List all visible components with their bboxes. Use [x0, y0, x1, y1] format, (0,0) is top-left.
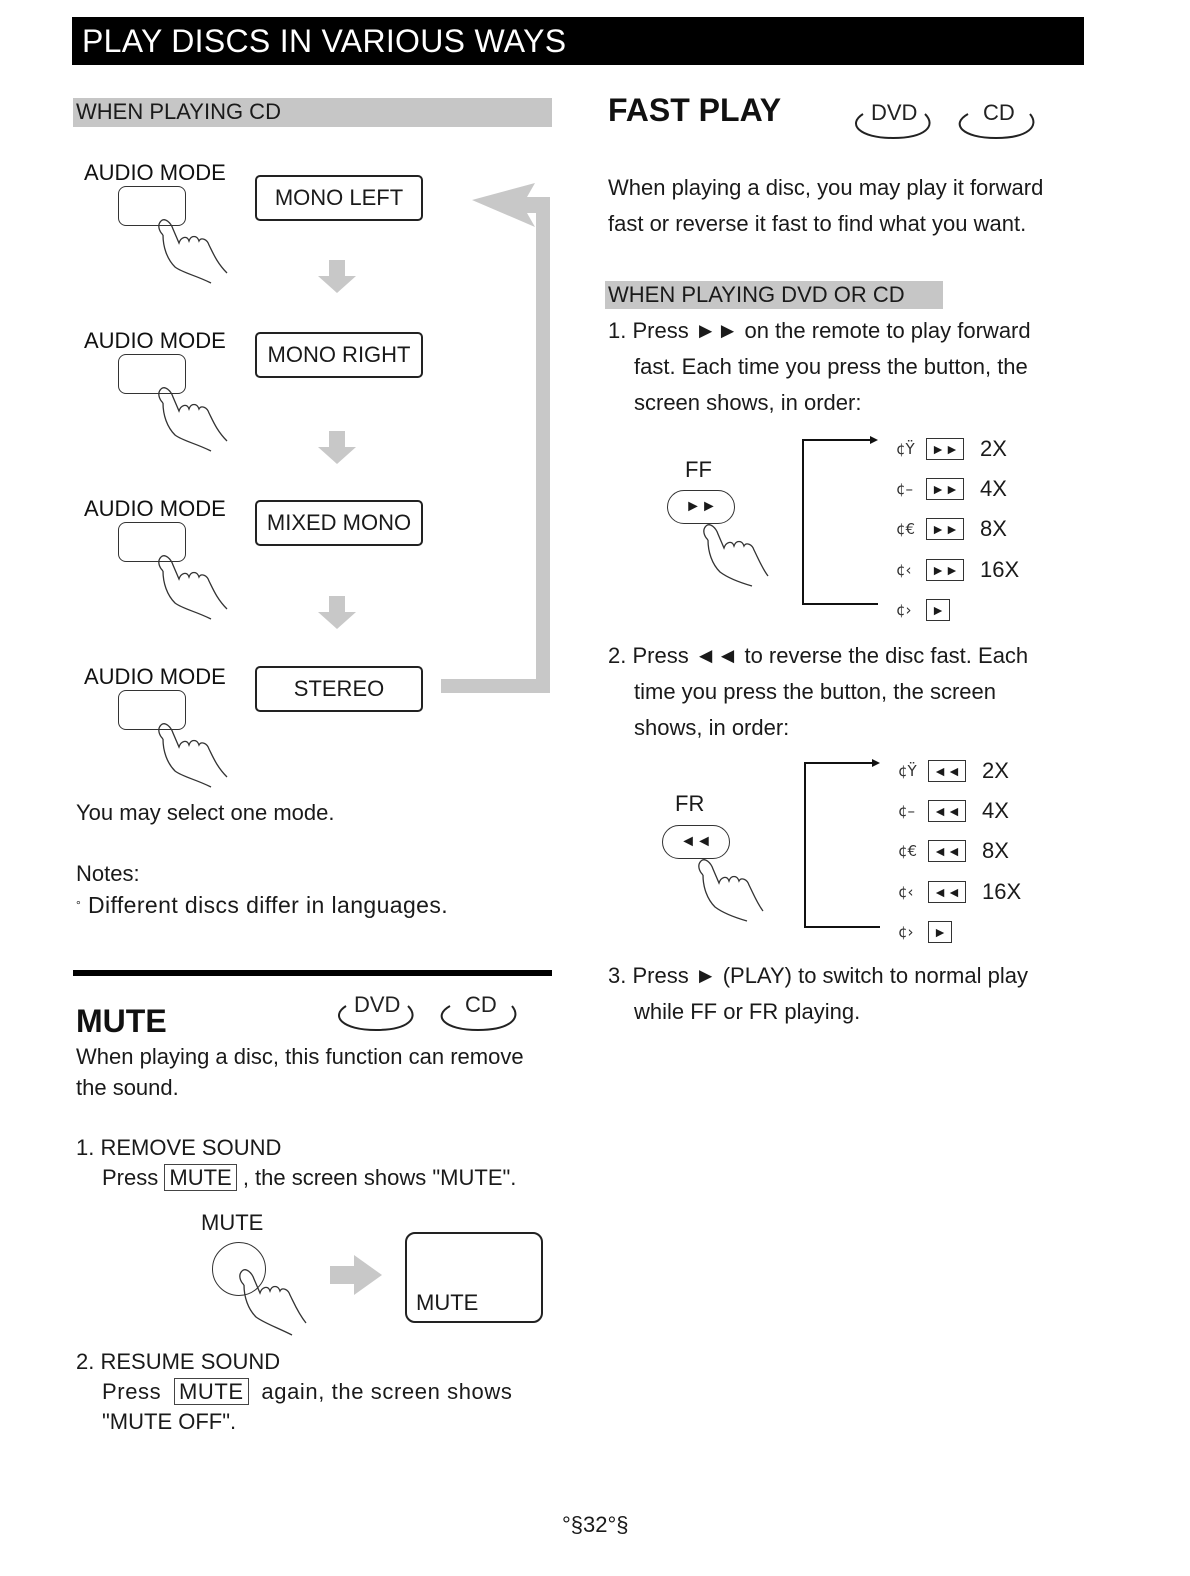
osd-prefix: ¢Ÿ [898, 761, 917, 780]
cd-badge-label: CD [465, 992, 497, 1017]
fr-sequence-row [898, 791, 1021, 831]
ff-label: FF [685, 457, 712, 482]
ff-sequence-row [896, 549, 1019, 590]
bullet-icon: ° [76, 898, 82, 912]
step-line: while FF or FR playing. [634, 999, 861, 1024]
section-band-when-playing-dvd-or-cd: WHEN PLAYING DVD OR CD [605, 281, 943, 309]
step-line: fast. Each time you press the button, the [634, 354, 1028, 379]
down-arrow-icon [316, 431, 358, 465]
speed-label: 4X [980, 476, 1007, 501]
fr-sequence-list [898, 750, 1021, 952]
right-arrow-icon [330, 1255, 384, 1295]
section-band-when-playing-cd: WHEN PLAYING CD [73, 98, 552, 127]
fast-forward-icon: ►► [685, 498, 717, 515]
ff-sequence-list [896, 428, 1019, 630]
press-text: Press [102, 1165, 159, 1190]
step-text: again, the screen shows [261, 1379, 513, 1404]
dvd-badge-label: DVD [871, 100, 918, 125]
step-line: shows, in order: [634, 715, 790, 740]
hand-pointer-icon [155, 719, 235, 789]
cd-badge-label: CD [983, 100, 1015, 125]
ff-step-1 [608, 313, 1031, 421]
section-divider [73, 970, 552, 976]
mode-display-stereo: STEREO [255, 666, 423, 712]
fast-reverse-icon: ◄◄ [928, 881, 966, 903]
ff-button[interactable] [667, 490, 735, 524]
tv-screen [405, 1232, 543, 1323]
fr-sequence-row [898, 912, 1021, 952]
osd-prefix: ¢› [896, 601, 912, 619]
step-title: 1. REMOVE SOUND [76, 1135, 282, 1160]
cd-badge [956, 100, 1036, 140]
mode-display-mixed-mono: MIXED MONO [255, 500, 423, 546]
fast-reverse-icon: ◄◄ [928, 840, 966, 862]
osd-prefix: ¢› [898, 923, 914, 941]
osd-prefix: ¢Ÿ [896, 439, 915, 458]
mute-step-1 [76, 1133, 516, 1193]
fr-sequence-row [898, 871, 1021, 912]
speed-label: 16X [982, 878, 1022, 904]
fast-reverse-icon: ◄◄ [928, 800, 966, 822]
fr-sequence-row [898, 831, 1021, 871]
speed-label: 8X [982, 838, 1009, 863]
speed-label: 16X [980, 556, 1020, 582]
note-item [76, 887, 448, 923]
mute-intro [76, 1041, 524, 1103]
page-title: PLAY DISCS IN VARIOUS WAYS [72, 17, 1084, 65]
down-arrow-icon [316, 260, 358, 294]
step-instruction [76, 1377, 512, 1407]
mute-step-2 [76, 1347, 512, 1437]
step-title: 2. RESUME SOUND [76, 1349, 281, 1374]
fast-forward-icon: ►► [926, 478, 964, 500]
mode-display-mono-right: MONO RIGHT [255, 332, 423, 378]
down-arrow-icon [316, 596, 358, 630]
hand-pointer-icon [695, 855, 767, 923]
step-line: screen shows, in order: [634, 390, 862, 415]
step-line: time you press the button, the screen [634, 679, 996, 704]
speed-label: 4X [982, 798, 1009, 823]
step-instruction [76, 1163, 516, 1193]
step-line: 2. Press ◄◄ to reverse the disc fast. Each [608, 643, 1029, 668]
fr-button[interactable] [662, 825, 730, 859]
sequence-bracket-icon [800, 432, 880, 612]
intro-line: fast or reverse it fast to find what you want. [608, 211, 1027, 236]
dvd-badge-label: DVD [354, 992, 401, 1017]
fr-label: FR [675, 791, 705, 816]
fr-sequence-row [898, 750, 1021, 791]
page-number: °§32°§ [562, 1512, 629, 1537]
intro-line: When playing a disc, you may play it forward [608, 175, 1044, 200]
ff-step-3 [608, 958, 1028, 1030]
select-note: You may select one mode. [76, 800, 335, 825]
speed-label: 8X [980, 516, 1007, 541]
fast-play-heading: FAST PLAY [608, 92, 782, 128]
ff-sequence-row [896, 509, 1019, 549]
step-text: , the screen shows "MUTE". [242, 1165, 517, 1190]
speed-label: 2X [980, 435, 1007, 461]
screen-mute-text: MUTE [416, 1290, 479, 1315]
audio-mode-button-label: AUDIO MODE [84, 664, 226, 689]
osd-prefix: ¢‹ [896, 560, 912, 579]
dvd-badge [336, 992, 416, 1032]
mute-heading: MUTE [76, 1003, 167, 1039]
ff-sequence-row [896, 469, 1019, 509]
audio-mode-button-label: AUDIO MODE [84, 160, 226, 185]
step-line: 1. Press ►► on the remote to play forward [608, 318, 1031, 343]
audio-mode-button-label: AUDIO MODE [84, 328, 226, 353]
cd-badge [438, 992, 518, 1032]
press-text: Press [102, 1379, 162, 1404]
note-text: Different discs differ in languages. [88, 892, 449, 918]
fast-forward-icon: ►► [926, 518, 964, 540]
fast-reverse-icon: ◄◄ [680, 833, 712, 850]
audio-mode-button-label: AUDIO MODE [84, 496, 226, 521]
step-text: "MUTE OFF". [102, 1409, 237, 1434]
ff-sequence-row [896, 428, 1019, 469]
mode-display-mono-left: MONO LEFT [255, 175, 423, 221]
osd-prefix: ¢‹ [898, 882, 914, 901]
sequence-bracket-icon [802, 755, 882, 935]
ff-sequence-row [896, 590, 1019, 630]
osd-prefix: ¢– [898, 802, 916, 820]
fast-play-intro [608, 170, 1043, 242]
mute-intro-line: When playing a disc, this function can remove [76, 1044, 524, 1069]
hand-pointer-icon [700, 520, 772, 588]
cycle-arrow-icon [435, 175, 560, 700]
notes-label: Notes: [76, 861, 140, 886]
fast-reverse-icon: ◄◄ [928, 760, 966, 782]
step-line: 3. Press ► (PLAY) to switch to normal play [608, 963, 1028, 988]
hand-pointer-icon [155, 551, 235, 621]
hand-pointer-icon [155, 383, 235, 453]
mute-key: MUTE [164, 1164, 236, 1191]
osd-prefix: ¢€ [896, 520, 916, 538]
fast-forward-icon: ►► [926, 438, 964, 460]
osd-prefix: ¢– [896, 480, 914, 498]
play-icon: ► [926, 599, 950, 621]
mute-intro-line: the sound. [76, 1075, 179, 1100]
fast-forward-icon: ►► [926, 559, 964, 581]
hand-pointer-icon [155, 215, 235, 285]
hand-pointer-icon [236, 1265, 316, 1337]
osd-prefix: ¢€ [898, 842, 918, 860]
fr-step-2 [608, 638, 1028, 746]
play-icon: ► [928, 921, 952, 943]
dvd-badge [853, 100, 933, 140]
mute-button-label: MUTE [201, 1210, 264, 1235]
mute-key: MUTE [174, 1378, 249, 1405]
speed-label: 2X [982, 757, 1009, 783]
